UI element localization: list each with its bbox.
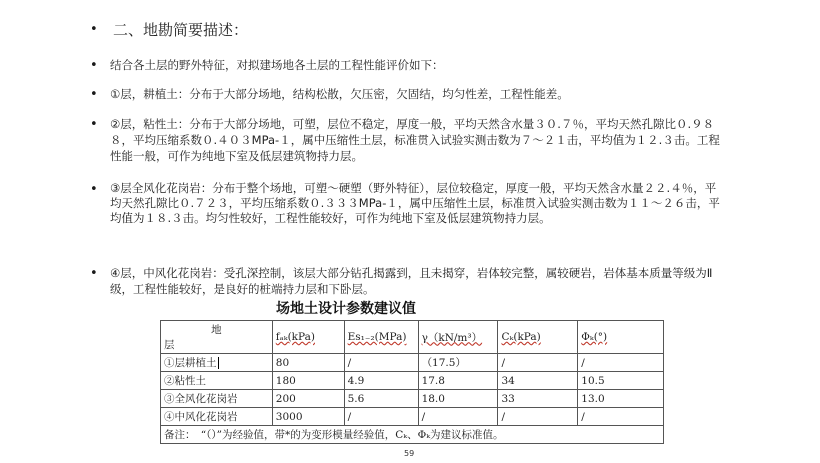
bullet: •: [90, 58, 98, 73]
table-header-row: [161, 321, 664, 354]
table-cell: 33: [498, 390, 578, 408]
table-cell: 18.0: [418, 390, 498, 408]
header-phik: [578, 321, 664, 354]
header-layer-bottom: 层: [164, 339, 175, 351]
table-row: [161, 354, 664, 372]
header-layer: [161, 321, 273, 354]
layer-2-paragraph: ②层，粘性土：分布于大部分场地，可塑，层位不稳定，厚度一般，平均天然含水量３０.７％，平均天然孔隙比０.９８８，平均压缩系数０.４０３MPa-１，属中压缩性土层，标准贯入试验实测击数为７～２１击，平均值为１２.３击。工程性能一般，可作为纯地下室及低层建筑物持力层。: [110, 117, 720, 163]
header-es-label: Es₁₋₂(MPa): [347, 331, 407, 343]
layer-3-paragraph: ③层全风化花岗岩：分布于整个场地，可塑～硬塑（野外特征），层位较稳定，厚度一般，平均天然含水量２２.４％，平均天然孔隙比０.７２３，平均压缩系数０.３３３MPa-１，属中压缩性土层，标准贯入试验实测击数为１１～２６击，平均值为１８.３击。均匀性较好，工程性能较好，可作为纯地下室及低层建筑物持力层。: [110, 181, 720, 225]
table-cell: /: [418, 408, 498, 426]
header-fak: [272, 321, 344, 354]
table-cell: /: [344, 354, 418, 372]
cell-text: ①层耕植土: [164, 357, 217, 369]
table-cell: /: [578, 354, 664, 372]
table-cell: 13.0: [578, 390, 664, 408]
table-note-row: [161, 426, 664, 444]
table-cell: 200: [272, 390, 344, 408]
table-cell: /: [498, 408, 578, 426]
page-number: 59: [404, 449, 415, 458]
table-row: [161, 408, 664, 426]
table-cell: 4.9: [344, 372, 418, 390]
layer-1-paragraph: ①层，耕植土：分布于大部分场地，结构松散，欠压密，欠固结，均匀性差，工程性能差。: [110, 87, 569, 101]
table-row: [161, 390, 664, 408]
header-ck-label: Cₖ(kPa): [501, 331, 541, 343]
table-cell: [161, 354, 273, 372]
table-cell: /: [578, 408, 664, 426]
parameter-table: [160, 320, 664, 444]
table-cell: 180: [272, 372, 344, 390]
text-cursor: [218, 357, 219, 369]
table-cell: 34: [498, 372, 578, 390]
table-note: 备注： “（）”为经验值，带*的为变形模量经验值，Cₖ、Φₖ为建议标准值。: [161, 426, 664, 444]
header-ck: [498, 321, 578, 354]
table-cell: /: [498, 354, 578, 372]
header-fak-label: fₐₖ(kPa): [275, 331, 315, 343]
table-cell: 10.5: [578, 372, 664, 390]
header-phik-label: Φₖ(°): [581, 331, 608, 343]
table-cell: （17.5）: [418, 354, 498, 372]
intro-paragraph: 结合各土层的野外特征，对拟建场地各土层的工程性能评价如下：: [110, 58, 444, 72]
table-row: [161, 372, 664, 390]
table-cell: ②粘性土: [161, 372, 273, 390]
bullet: •: [90, 87, 98, 102]
header-layer-top: 地: [211, 324, 222, 336]
table-cell: /: [344, 408, 418, 426]
layer-4-paragraph: ④层，中风化花岗岩：受孔深控制，该层大部分钻孔揭露到，且未揭穿，岩体较完整，属较硬岩，岩体基本质量等级为Ⅱ级，工程性能较好，是良好的桩端持力层和下卧层。: [110, 266, 713, 296]
header-es: [344, 321, 418, 354]
table-cell: ④中风化花岗岩: [161, 408, 273, 426]
bullet: •: [90, 266, 98, 281]
table-cell: 5.6: [344, 390, 418, 408]
table-cell: 80: [272, 354, 344, 372]
table-title: 场地土设计参数建议值: [276, 301, 416, 317]
table-cell: 3000: [272, 408, 344, 426]
bullet: •: [90, 182, 98, 197]
header-gamma: [418, 321, 498, 354]
table-cell: 17.8: [418, 372, 498, 390]
section-heading: 二、地勘简要描述：: [113, 21, 249, 39]
header-gamma-label: γ（kN/m³）: [421, 331, 483, 344]
bullet: •: [90, 22, 98, 37]
table-cell: ③全风化花岗岩: [161, 390, 273, 408]
bullet: •: [90, 117, 98, 132]
